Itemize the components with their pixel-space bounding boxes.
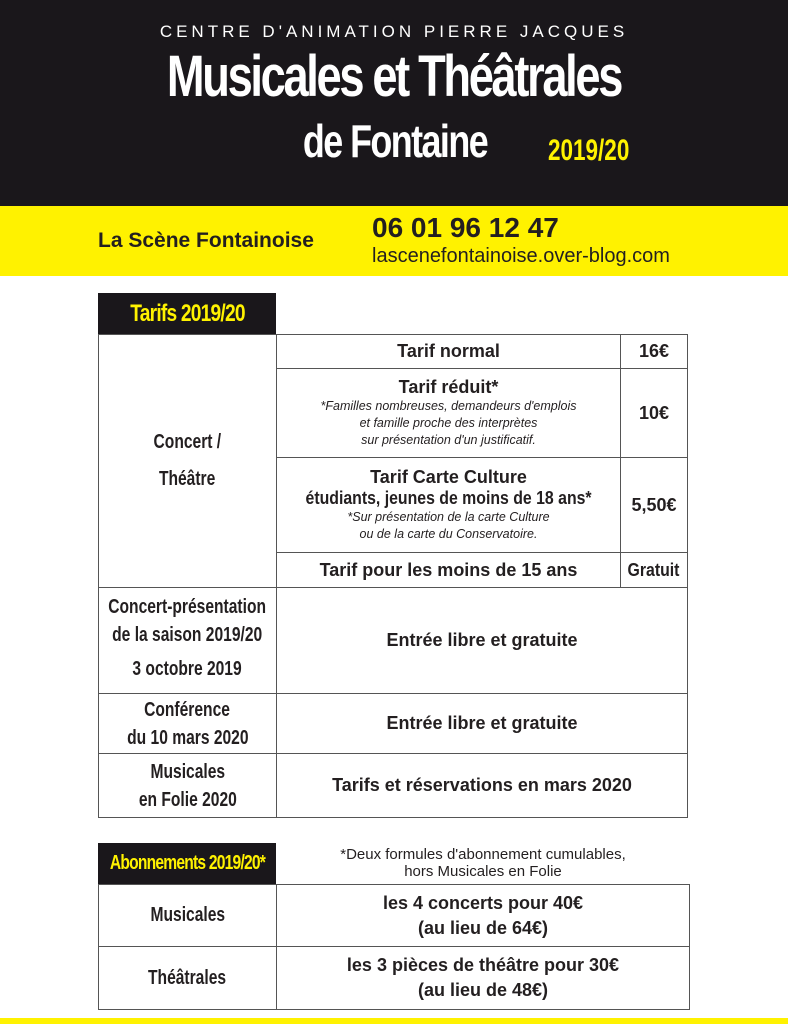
note-line: *Deux formules d'abonnement cumulables, xyxy=(340,846,626,863)
price: 5,50€ xyxy=(631,494,677,515)
table-row xyxy=(276,457,621,553)
event-value xyxy=(276,753,688,818)
event-label xyxy=(98,587,277,694)
company-name: La Scène Fontainoise xyxy=(98,229,314,252)
tarif-title: Tarif Carte Culture xyxy=(370,467,527,487)
offer-detail: (au lieu de 64€) xyxy=(417,917,549,938)
offer-text: les 4 concerts pour 40€ xyxy=(382,892,584,913)
event-line: en Folie 2020 xyxy=(138,788,237,811)
subscription-name xyxy=(98,946,277,1010)
tarif-note: *Familles nombreuses, demandeurs d'emplois xyxy=(320,399,577,413)
subscription-label: Théâtrales xyxy=(148,966,227,989)
event-line: du 10 mars 2020 xyxy=(126,726,249,749)
price-cell xyxy=(620,334,688,369)
event-line: Conférence xyxy=(144,698,231,721)
event-value xyxy=(276,587,688,694)
organizer-name: CENTRE D'ANIMATION PIERRE JACQUES xyxy=(159,22,629,41)
tarif-title: Tarif normal xyxy=(397,341,500,361)
event-label xyxy=(98,753,277,818)
tarif-title: Tarif réduit* xyxy=(398,377,499,397)
offer-text: les 3 pièces de théâtre pour 30€ xyxy=(346,955,620,975)
subscription-name xyxy=(98,884,277,947)
subscription-offer xyxy=(276,946,690,1010)
subscription-label: Musicales xyxy=(150,904,225,926)
price-cell xyxy=(620,457,688,553)
tarif-note: et famille proche des interprètes xyxy=(359,416,538,430)
tarif-title: étudiants, jeunes de moins de 18 ans* xyxy=(305,488,592,508)
note-line: hors Musicales en Folie xyxy=(404,863,562,880)
subscription-offer xyxy=(276,884,690,947)
event-price: Tarifs et réservations en mars 2020 xyxy=(332,775,632,795)
website-link[interactable]: lascenefontainoise.over-blog.com xyxy=(372,245,670,267)
table-row xyxy=(276,334,621,369)
tarif-title: Tarif pour les moins de 15 ans xyxy=(319,559,578,580)
event-price: Entrée libre et gratuite xyxy=(386,713,578,733)
event-price: Entrée libre et gratuite xyxy=(386,630,578,650)
tarifs-label-text: Tarifs 2019/20 xyxy=(129,299,245,327)
offer-detail: (au lieu de 48€) xyxy=(417,980,549,1000)
table-row xyxy=(276,368,621,458)
group-label-line2: Théâtre xyxy=(159,468,216,490)
bottom-stripe xyxy=(0,1018,788,1024)
event-line: Musicales xyxy=(150,760,225,783)
main-subtitle: de Fontaine xyxy=(302,115,488,167)
tarif-note: ou de la carte du Conservatoire. xyxy=(359,527,538,541)
event-line: 3 octobre 2019 xyxy=(132,657,243,680)
event-value xyxy=(276,693,688,754)
abonnements-label xyxy=(98,843,276,884)
price: 10€ xyxy=(638,402,670,423)
phone-number: 06 01 96 12 47 xyxy=(372,212,559,243)
table-row xyxy=(276,552,621,588)
event-line: de la saison 2019/20 xyxy=(112,623,263,646)
group-concert-theatre xyxy=(98,334,277,588)
abonnements-label-text: Abonnements 2019/20* xyxy=(109,852,265,874)
tarif-note: sur présentation d'un justificatif. xyxy=(361,433,536,447)
main-title: Musicales et Théâtrales xyxy=(166,44,622,109)
tarifs-label xyxy=(98,293,276,334)
abonnements-note xyxy=(276,846,690,880)
group-label-line1: Concert / xyxy=(153,431,222,453)
price: Gratuit xyxy=(628,559,680,580)
tarif-note: *Sur présentation de la carte Culture xyxy=(347,510,550,524)
event-label xyxy=(98,693,277,754)
event-line: Concert-présentation xyxy=(108,595,267,618)
price: 16€ xyxy=(638,341,670,361)
price-cell xyxy=(620,368,688,458)
price-cell xyxy=(620,552,688,588)
season-year: 2019/20 xyxy=(548,134,630,167)
